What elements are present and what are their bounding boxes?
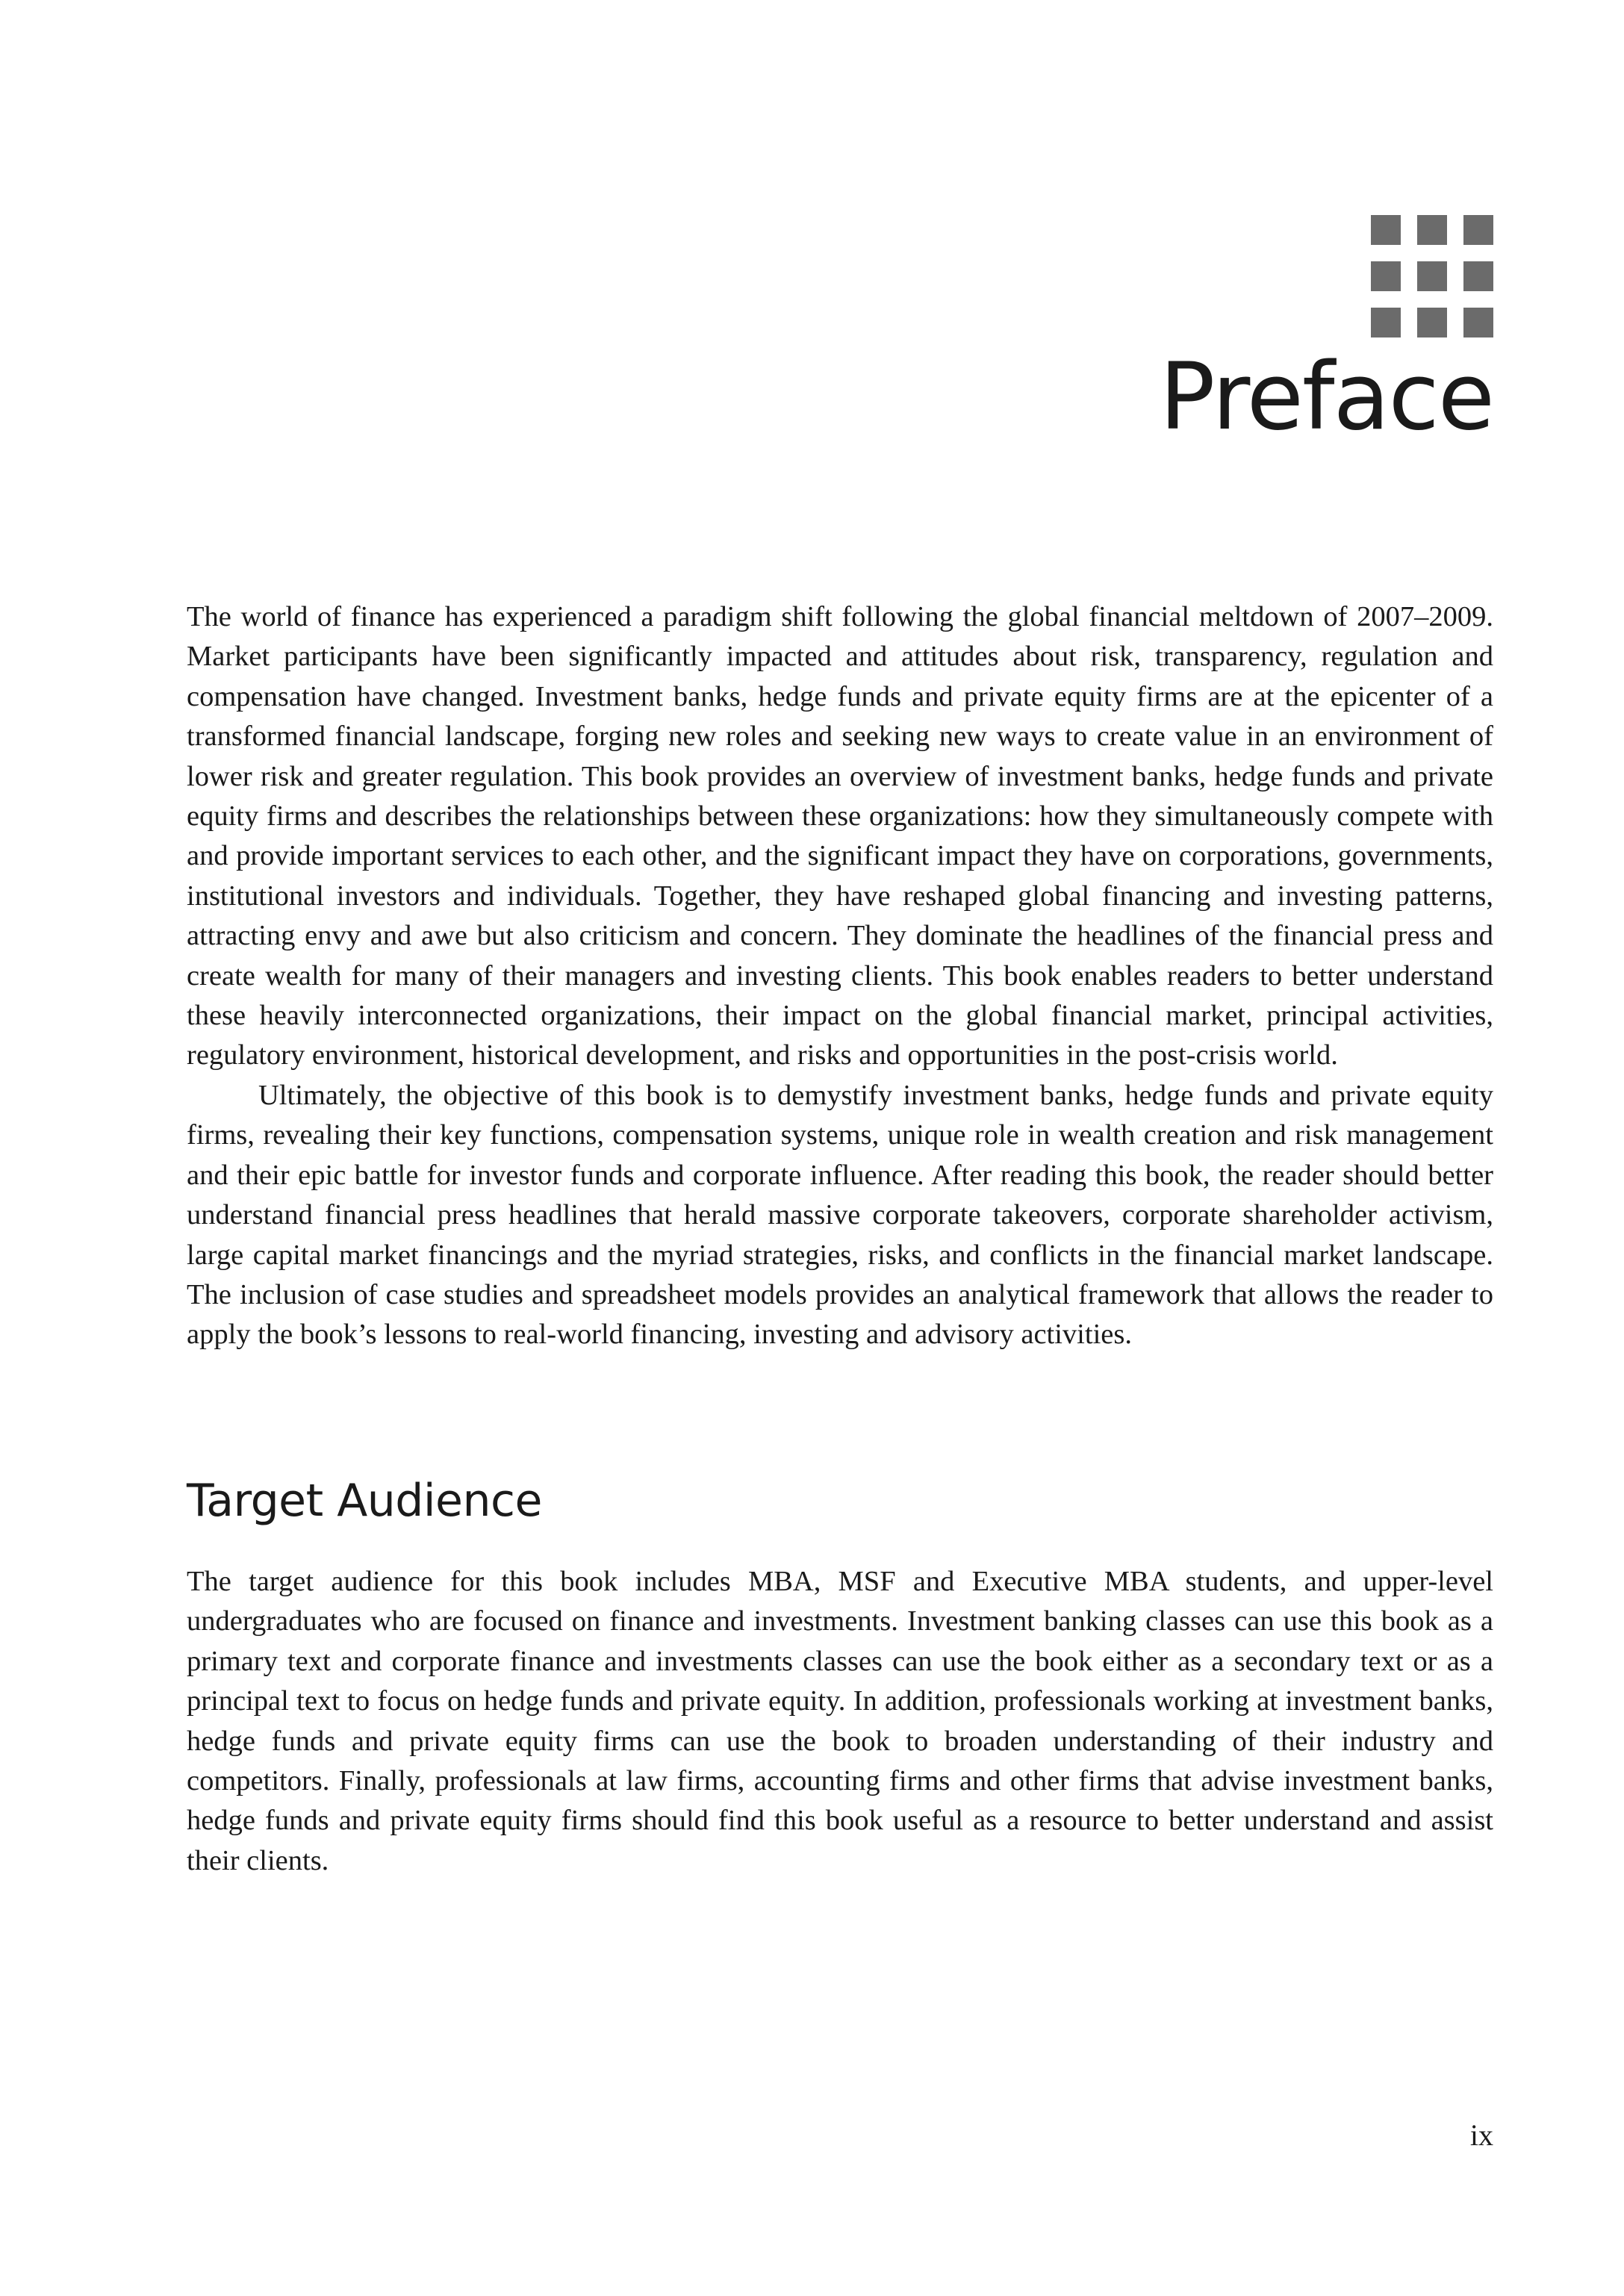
- section-heading-target-audience: Target Audience: [187, 1475, 542, 1527]
- grid-square: [1417, 308, 1447, 337]
- page-number: ix: [1469, 2118, 1493, 2152]
- target-audience-paragraph: The target audience for this book includes MBA, MSF and Executive MBA students, and upper-level undergraduates who are focused on finance and investments. Investment banking classes can use this book as a primary text and corporate finance and investments classes can use the book either as a secondary text or as a principal text to focus on hedge funds and private equity. In addition, professionals working at investment banks, hedge funds and private equity firms can use the book to broaden understanding of their industry and competitors. Finally, professionals at law firms, accounting firms and other firms that advise investment banks, hedge funds and private equity firms should find this book useful as a resource to better understand and assist their clients.: [187, 1566, 1493, 1876]
- grid-square: [1463, 308, 1493, 337]
- intro-paragraph-2: Ultimately, the objective of this book is to demystify investment banks, hedge funds and private equity firms, revealing their key functions, compensation systems, unique role in wealth creation and risk management and their epic battle for investor funds and corporate influence. After reading this book, the reader should better understand financial press headlines that herald massive corporate takeovers, corporate shareholder activism, large capital market financings and the myriad strategies, risks, and conflicts in the financial market landscape. The inclusion of case studies and spreadsheet models provides an analytical framework that allows the reader to apply the book’s lessons to real-world financing, investing and advisory activities.: [187, 1079, 1493, 1351]
- grid-square: [1417, 215, 1447, 245]
- chapter-title: Preface: [1159, 343, 1493, 451]
- grid-square: [1371, 215, 1401, 245]
- grid-square: [1463, 215, 1493, 245]
- grid-square: [1371, 308, 1401, 337]
- grid-square: [1463, 261, 1493, 291]
- intro-section: [187, 597, 1493, 1355]
- grid-square: [1417, 261, 1447, 291]
- target-audience-section: [187, 1562, 1493, 1881]
- grid-square: [1371, 261, 1401, 291]
- intro-paragraph-1: The world of finance has experienced a paradigm shift following the global financial meltdown of 2007–2009. Market participants have been significantly impacted and attitudes about risk, transparency, regulation and compensation have changed. Investment banks, hedge funds and private equity firms are at the epicenter of a transformed financial landscape, forging new roles and seeking new ways to create value in an environment of lower risk and greater regulation. This book provides an overview of investment banks, hedge funds and private equity firms and describes the relationships between these organizations: how they simultaneously compete with and provide important services to each other, and the significant impact they have on corporations, governments, institutional investors and individuals. Together, they have reshaped global financing and investing patterns, attracting envy and awe but also criticism and concern. They dominate the headlines of the financial press and create wealth for many of their managers and investing clients. This book enables readers to better understand these heavily interconnected organizations, their impact on the global financial market, principal activities, regulatory environment, historical development, and risks and opportunities in the post-crisis world.: [187, 601, 1493, 1071]
- chapter-grid-icon: [1371, 215, 1493, 337]
